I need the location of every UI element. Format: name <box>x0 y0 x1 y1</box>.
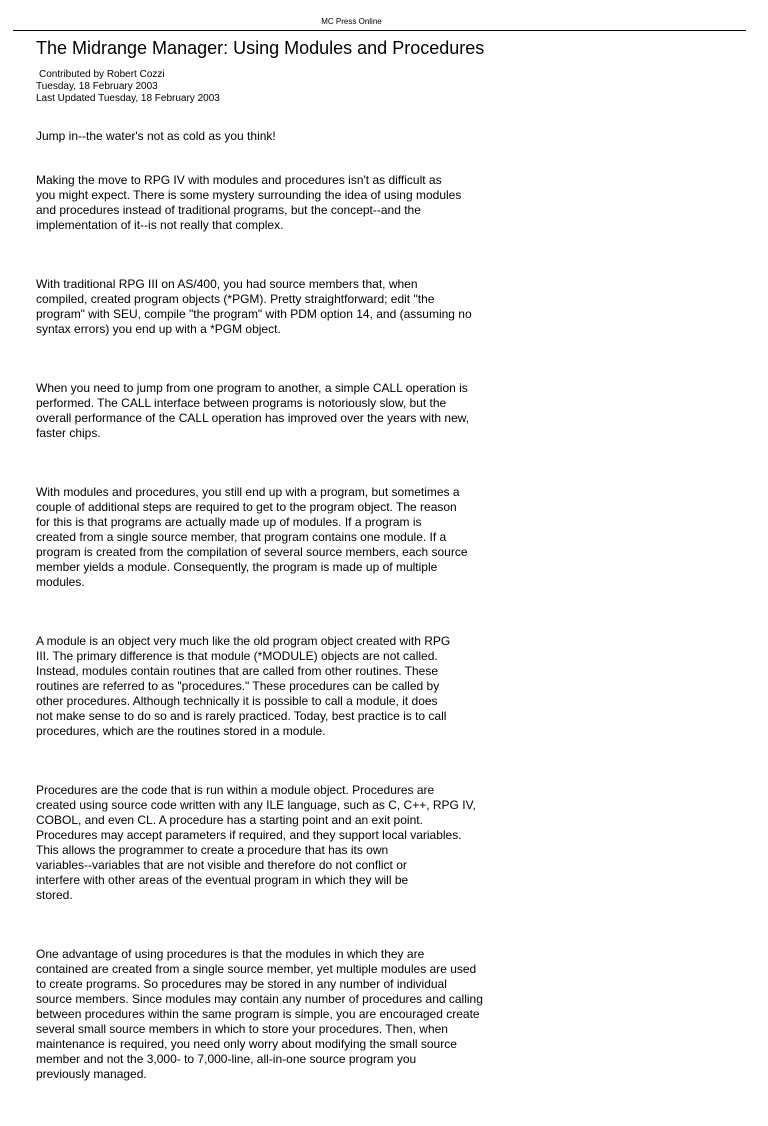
header-divider <box>13 30 746 31</box>
article-paragraph: A module is an object very much like the old program object created with RPG III. The primary difference is that module (*MODULE) objects are not called. Instead, modules contain routines that are called from other routines. These routines are referred to as "procedures." These procedures can be called by other procedures. Although technically it is possible to call a module, it does not make sense to do so and is rarely practiced. Today, best practice is to call procedures, which are the routines stored in a module. <box>36 634 451 738</box>
article-last-updated: Last Updated Tuesday, 18 February 2003 <box>36 93 220 104</box>
article-date: Tuesday, 18 February 2003 <box>36 81 158 92</box>
article-paragraph: When you need to jump from one program to another, a simple CALL operation is performed. The CALL interface between programs is notoriously slow, but the overall performance of the CALL operation has improved over the years with new, faster chips. <box>36 381 470 440</box>
article-paragraph: With modules and procedures, you still end up with a program, but sometimes a couple of additional steps are required to get to the program object. The reason for this is that programs are actually made up of modules. If a program is created from a single source member, that program contains one module. If a program is created from the compilation of several source members, each source member yields a module. Consequently, the program is made up of multiple modules. <box>36 485 468 589</box>
article-meta <box>36 69 220 105</box>
article-paragraph: With traditional RPG III on AS/400, you had source members that, when compiled, created program objects (*PGM). Pretty straightforward; edit "the program" with SEU, compile "the program" with PDM option 14, and (assuming no syntax errors) you end up with a *PGM object. <box>36 277 472 336</box>
article-body <box>36 129 526 1126</box>
article-paragraph: Procedures are the code that is run within a module object. Procedures are created using source code written with any ILE language, such as C, C++, RPG IV, COBOL, and even CL. A procedure has a starting point and an exit point. Procedures may accept parameters if required, and they support local variables. This allows the programmer to create a procedure that has its own variables--variables that are not visible and therefore do not conflict or interfere with other areas of the eventual program in which they will be stored. <box>36 783 476 902</box>
article-paragraph: Making the move to RPG IV with modules and procedures isn't as difficult as you might expect. There is some mystery surrounding the idea of using modules and procedures instead of traditional programs, but the concept--and the implementation of it--is not really that complex. <box>36 173 462 232</box>
article-lead-paragraph: Jump in--the water's not as cold as you think! <box>36 129 276 143</box>
article-paragraph: One advantage of using procedures is that the modules in which they are contained are created from a single source member, yet multiple modules are used to create programs. So procedures may be stored in any number of individual source members. Since modules may contain any number of procedures and calling between procedures within the same program is simple, you are encouraged create several small source members in which to store your procedures. Then, when maintenance is required, you need only worry about modifying the small source member and not the 3,000- to 7,000-line, all-in-one source program you previously managed. <box>36 947 483 1081</box>
article-contributor: Contributed by Robert Cozzi <box>39 69 165 80</box>
article-title: The Midrange Manager: Using Modules and Procedures <box>36 38 485 58</box>
site-header: MC Press Online <box>321 17 382 26</box>
